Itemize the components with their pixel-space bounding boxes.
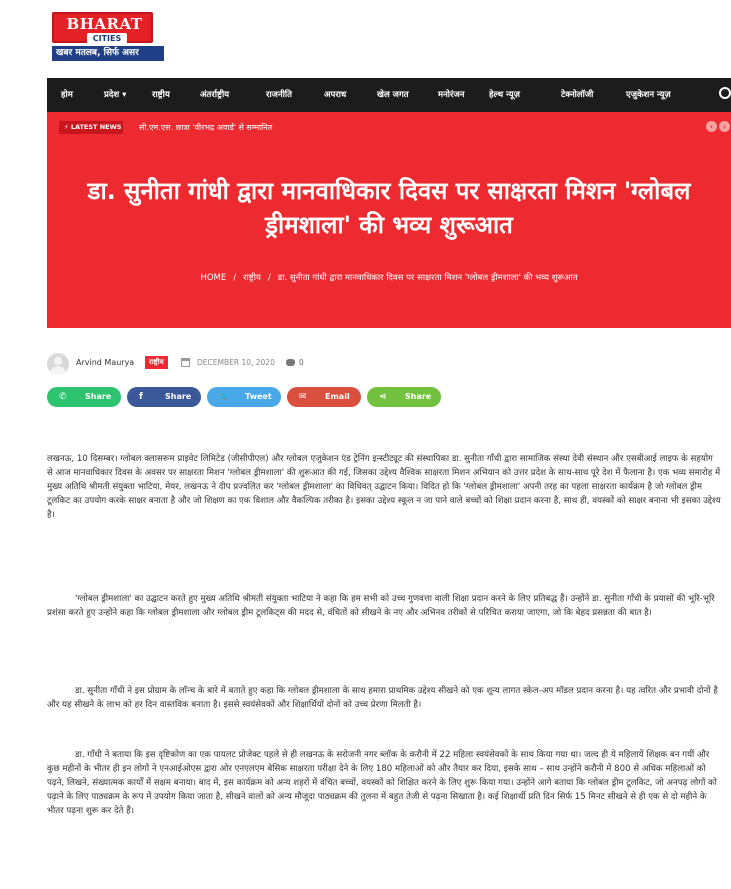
avatar-head-shape <box>54 357 62 365</box>
logo-name-line2: CITIES <box>87 33 127 44</box>
email-icon: ✉ <box>299 392 307 402</box>
nav-item-states[interactable] <box>104 78 126 112</box>
nav-item-politics[interactable]: राजनीति <box>266 90 292 100</box>
logo-red-box <box>52 12 153 43</box>
share-label: Email <box>325 392 350 401</box>
nav-item-home[interactable]: होम <box>61 90 73 100</box>
nav-item-label: प्रदेश <box>104 90 120 100</box>
ticker-next-icon[interactable]: › <box>719 121 730 132</box>
article-paragraph: लखनऊ, 10 दिसम्बर। ग्लोबल क्लासरूम प्राइवेट लिमिटेड (जीसीपीएल) और ग्लोबल एजुकेशन एंड ट्रेनिंग इन्स्टीट्यूट की संस्थापिका डा. सुनीता गाँधी द्वारा सामाजिक संस्था देवी संस्थान और एसबीआई लाइफ के सहयोग से आज मानवाधिकार दिवस के अवसर पर साक्षरता मिशन 'ग्लोबल ड्रीमशाला' की शुरूआत की गई, जिसका उद्देश्य वैश्विक साक्षरता मिशन अभियान को उत्तर प्रदेश के साथ-साथ पूरे देश में फैलाना है। एक भव्य समारोह में मुख्य अतिथि श्रीमती संयुक्ता भाटिया, मेयर, लखनऊ ने दीप प्रज्वलित कर 'ग्लोबल ड्रीमशाला' का विधिवत् उद्घाटन किया। विदित हो कि 'ग्लोबल ड्रीमशाला' अपनी तरह का पहला साक्षरता कार्यक्रम है जो ग्लोबल ड्रीम टूलकिट का उपयोग करके साक्षर बनाता है और जो शिक्षण का एक विशाल और वैकल्पिक तरीका है। इसका उद्देश्य स्कूल न जा पाने वाले बच्चों को शिक्षा प्रदान करना है, साथ ही, वयस्कों को साक्षर बनाना भी इसका उद्देश्य है। <box>47 454 721 520</box>
chevron-down-icon: ▾ <box>122 90 127 100</box>
main-nav <box>47 78 731 112</box>
ticker-prev-icon[interactable]: ‹ <box>706 121 717 132</box>
share-generic-button[interactable] <box>367 387 441 407</box>
breadcrumb-home[interactable]: HOME <box>200 273 227 283</box>
post-date: DECEMBER 10, 2020 <box>197 358 275 367</box>
logo-name-line1: BHARAT <box>66 15 143 33</box>
nav-item-national[interactable]: राष्ट्रीय <box>152 90 170 100</box>
latest-news-badge: ⚡ LATEST NEWS <box>59 121 123 134</box>
breadcrumb-separator: / <box>267 273 271 283</box>
calendar-icon <box>181 358 190 367</box>
ticker-headline[interactable]: सी.एम.एस. छात्रा 'वीरभद्र अवार्ड' से सम्मानित <box>139 123 273 132</box>
nav-item-technology[interactable]: टेक्नोलॉजी <box>561 90 594 100</box>
nav-item-health[interactable]: हेल्थ न्यूज़ <box>489 90 520 100</box>
share-label: Share <box>85 392 112 401</box>
share-email-button[interactable] <box>287 387 361 407</box>
share-facebook-button[interactable] <box>127 387 201 407</box>
share-icon: ⋖ <box>379 392 387 402</box>
breadcrumb-current: डा. सुनीता गांधी द्वारा मानवाधिकार दिवस पर साक्षरता मिशन 'ग्लोबल ड्रीमशाला' की भव्य शुरूआत <box>277 273 578 283</box>
avatar-body-shape <box>50 366 66 375</box>
site-logo[interactable] <box>52 12 164 62</box>
logo-tagline: खबर मतलब, सिर्फ असर <box>52 46 164 61</box>
article-hero <box>47 112 731 328</box>
share-label: Tweet <box>245 392 272 401</box>
nav-item-entertainment[interactable]: मनोरंजन <box>438 90 465 100</box>
comment-count[interactable]: 0 <box>299 358 304 367</box>
breadcrumb-separator: / <box>233 273 237 283</box>
avatar[interactable] <box>47 353 69 375</box>
twitter-icon: 🐦 <box>219 392 231 402</box>
article-paragraph: डा. सुनीता गाँधी ने इस प्रोग्राम के लॉन्च के बारे में बताते हुए कहा कि ग्लोबल ड्रीमशाला के साथ हमारा प्राथमिक उद्देश्य सीखने को एक शून्य लागत स्केल-अप मॉडल प्रदान करना है। यह त्वरित और प्रभावी दोनों है और यह सीखने के लाभ को हर दिन वास्तविक बनाता है। इससे स्वयंसेवकों और शिक्षार्थियों दोनों को उच्च प्रेरणा मिलती है। <box>47 686 718 710</box>
facebook-icon: f <box>139 392 143 402</box>
share-label: Share <box>405 392 432 401</box>
article-paragraph: डा. गाँधी ने बताया कि इस दृष्टिकोण का एक पायलट प्रोजेक्ट पहले से ही लखनऊ के सरोजनी नगर ब्लॉक के करौनी में 22 महिला स्वयंसेवकों के साथ किया गया था। जल्द ही ये महिलायें शिक्षक बन गयीं और कुछ महीनों के भीतर ही इन लोगों ने एनआईओएस द्वारा ओर एनएलएम बेसिक साक्षरता परीक्षा देने के लिए 180 महिलाओं को और तैयार कर दिया, इसके साथ – साथ उन्होंने करौनी में 800 से अधिक महिलाओं को पढ़ने, लिखने, संख्यात्मक कार्यों में सक्षम बनाया। बाद में, इस कार्यक्रम को अन्य शहरों में वंचित बच्चों, वयस्कों को शिक्षित करने के लिए शुरू किया गया। उन्होंने आगे बताया कि ग्लोबल ड्रीम टूलकिट, जो अनपढ़ लोगों को पढ़ाने के लिए पाठ्यक्रम के रूप में उपयोग किया जाता है, सीखने वालों को अन्य मौजूदा पाठ्यक्रम की तुलना में बहुत तेजी से पढ़ना सिखाता है। कई शिक्षार्थी प्रति दिन सिर्फ 15 मिनट सीखने से ही एक से दो महीने के भीतर पढ़ना शुरू कर देते हैं। <box>47 750 717 816</box>
author-name[interactable]: Arvind Maurya <box>76 358 135 367</box>
nav-item-international[interactable]: अंतर्राष्ट्रीय <box>200 90 230 100</box>
comment-icon[interactable] <box>286 359 295 366</box>
article-paragraph: 'ग्लोबल ड्रीमशाला' का उद्घाटन करते हुए मुख्य अतिथि श्रीमती संयुक्ता भाटिया ने कहा कि हम सभी को उच्च गुणवत्ता वाली शिक्षा प्रदान करने के लिए प्रतिबद्ध हैं। उन्होंने डा. सुनीता गाँधी के प्रयासों की भूरि-भूरि प्रशंसा करते हुए उन्होंने कहा कि ग्लोबल ड्रीमशाला और ग्लोबल ड्रीम टूलकिट्स की मदद से, वंचितों को सीखने के नए और अभिनव तरीकों से परिचित कराया जाएगा, जो कि बेहद प्रसन्नता की बात है। <box>47 594 715 618</box>
nav-item-education[interactable]: एजुकेशन न्यूज़ <box>626 90 671 100</box>
share-twitter-button[interactable] <box>207 387 281 407</box>
search-icon[interactable] <box>719 87 731 99</box>
nav-item-sports[interactable]: खेल जगत <box>377 90 409 100</box>
page-title: डा. सुनीता गांधी द्वारा मानवाधिकार दिवस पर साक्षरता मिशन 'ग्लोबल ड्रीमशाला' की भव्य शुरूआत <box>87 177 691 239</box>
category-badge[interactable]: राष्ट्रीय <box>145 356 168 369</box>
nav-item-crime[interactable]: अपराध <box>324 90 347 100</box>
breadcrumb <box>47 272 731 283</box>
share-whatsapp-button[interactable] <box>47 387 121 407</box>
whatsapp-icon: ✆ <box>59 392 67 402</box>
breadcrumb-category[interactable]: राष्ट्रीय <box>243 273 261 283</box>
share-label: Share <box>165 392 192 401</box>
